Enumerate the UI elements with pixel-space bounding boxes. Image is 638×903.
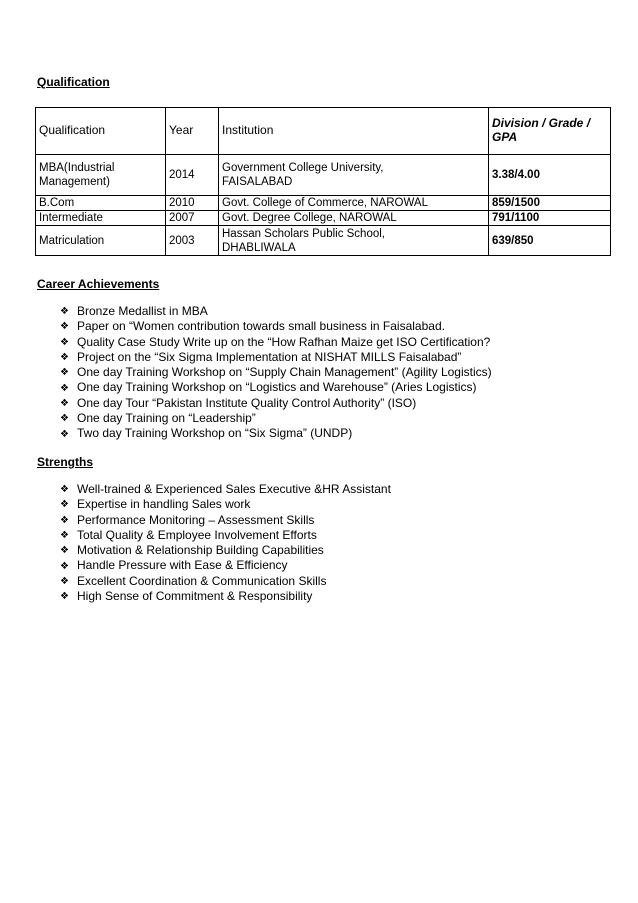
qualification-table	[35, 107, 611, 256]
diamond-bullet-icon: ❖	[60, 514, 69, 526]
diamond-bullet-icon: ❖	[60, 397, 69, 409]
list-item: ❖ Paper on “Women contribution towards small business in Faisalabad.	[60, 319, 445, 334]
diamond-bullet-icon: ❖	[60, 530, 69, 542]
cell-year: 2007	[166, 211, 219, 226]
table-header-row	[36, 108, 611, 155]
cell-grade: 639/850	[489, 226, 611, 256]
header-grade: Division / Grade / GPA	[489, 108, 611, 155]
diamond-bullet-icon: ❖	[60, 545, 69, 557]
list-item: ❖ Motivation & Relationship Building Capabilities	[60, 543, 324, 558]
table-row	[36, 155, 611, 196]
cell-institution: Government College University, FAISALABAD	[219, 155, 489, 196]
diamond-bullet-icon: ❖	[60, 499, 69, 511]
cell-year: 2010	[166, 196, 219, 211]
list-item: ❖ High Sense of Commitment & Responsibility	[60, 589, 313, 604]
table-row	[36, 211, 611, 226]
diamond-bullet-icon: ❖	[60, 306, 69, 318]
diamond-bullet-icon: ❖	[60, 428, 69, 440]
header-year: Year	[166, 108, 219, 155]
career-achievements-list	[59, 304, 492, 442]
list-item: ❖ Performance Monitoring – Assessment Skills	[60, 512, 315, 527]
cell-qualification: Matriculation	[36, 226, 166, 256]
cell-institution: Govt. Degree College, NAROWAL	[219, 211, 489, 226]
strengths-list	[59, 482, 391, 604]
diamond-bullet-icon: ❖	[60, 575, 69, 587]
diamond-bullet-icon: ❖	[60, 367, 69, 379]
list-item: ❖ Two day Training Workshop on “Six Sigma” (UNDP)	[60, 426, 353, 441]
table-row	[36, 226, 611, 256]
list-item: ❖ Handle Pressure with Ease & Efficiency	[60, 558, 288, 573]
list-item: ❖ Bronze Medallist in MBA	[60, 304, 208, 318]
career-achievements-heading: Career Achievements	[37, 277, 160, 291]
list-item: ❖ Project on the “Six Sigma Implementation at NISHAT MILLS Faisalabad”	[60, 349, 462, 364]
cell-qualification: Intermediate	[36, 211, 166, 226]
list-item: ❖ One day Training Workshop on “Supply Chain Management” (Agility Logistics)	[60, 365, 492, 380]
table-row	[36, 196, 611, 211]
diamond-bullet-icon: ❖	[60, 560, 69, 572]
diamond-bullet-icon: ❖	[60, 352, 69, 364]
list-item: ❖ One day Training Workshop on “Logistics and Warehouse” (Aries Logistics)	[60, 380, 477, 395]
list-item: ❖ Excellent Coordination & Communication Skills	[60, 573, 327, 588]
cell-year: 2014	[166, 155, 219, 196]
diamond-bullet-icon: ❖	[60, 321, 69, 333]
header-qualification: Qualification	[36, 108, 166, 155]
cell-institution: Govt. College of Commerce, NAROWAL	[219, 196, 489, 211]
qualification-heading: Qualification	[37, 75, 110, 89]
list-item: ❖ One day Tour “Pakistan Institute Quality Control Authority” (ISO)	[60, 395, 417, 410]
cell-grade: 859/1500	[489, 196, 611, 211]
list-item: ❖ Expertise in handling Sales work	[60, 497, 251, 512]
header-institution: Institution	[219, 108, 489, 155]
cell-qualification: MBA(Industrial Management)	[36, 155, 166, 196]
cell-qualification: B.Com	[36, 196, 166, 211]
list-item: ❖ Total Quality & Employee Involvement Efforts	[60, 527, 317, 542]
list-item: ❖ One day Training on “Leadership”	[60, 411, 256, 426]
diamond-bullet-icon: ❖	[60, 591, 69, 603]
diamond-bullet-icon: ❖	[60, 336, 69, 348]
cell-grade: 791/1100	[489, 211, 611, 226]
diamond-bullet-icon: ❖	[60, 413, 69, 425]
list-item: ❖ Quality Case Study Write up on the “How Rafhan Maize get ISO Certification?	[60, 334, 491, 349]
list-item: ❖ Well-trained & Experienced Sales Executive &HR Assistant	[60, 482, 391, 496]
strengths-heading: Strengths	[37, 455, 94, 469]
cell-institution: Hassan Scholars Public School, DHABLIWALA	[219, 226, 489, 256]
diamond-bullet-icon: ❖	[60, 382, 69, 394]
diamond-bullet-icon: ❖	[60, 484, 69, 496]
cell-grade: 3.38/4.00	[489, 155, 611, 196]
cell-year: 2003	[166, 226, 219, 256]
